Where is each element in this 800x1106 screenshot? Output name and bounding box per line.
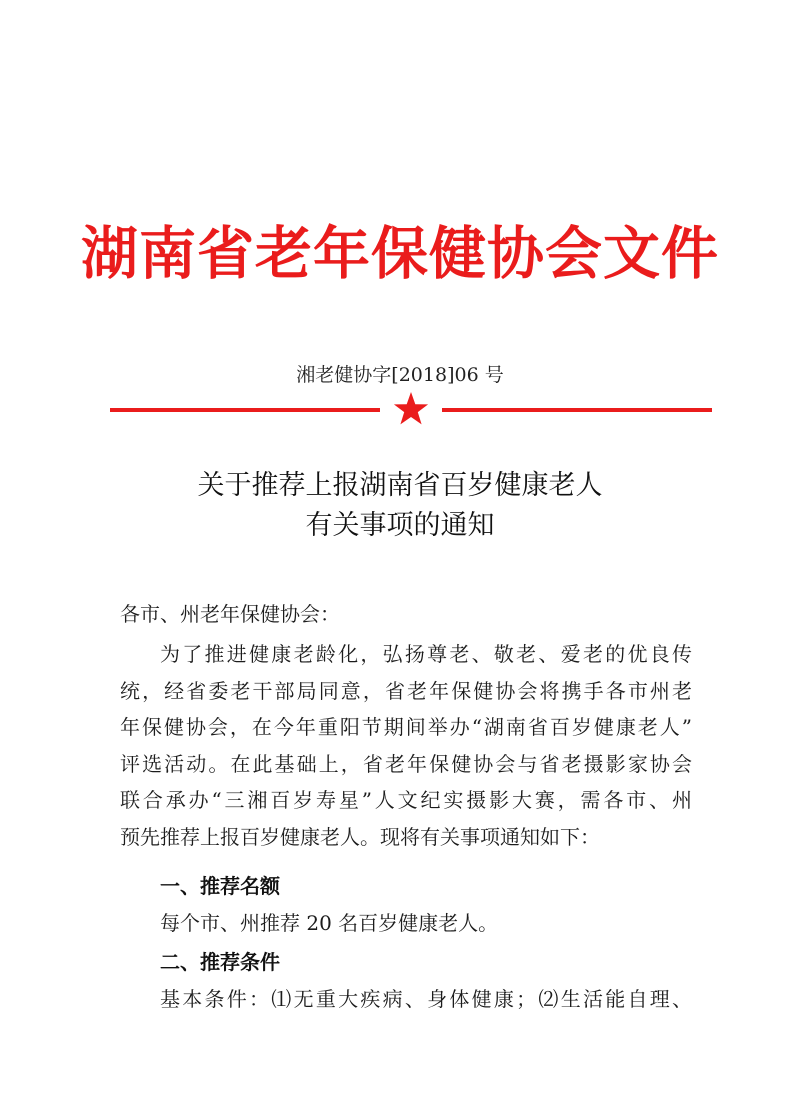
document-number: 湘老健协字[2018]06 号 — [296, 364, 504, 386]
red-star-icon — [393, 391, 429, 427]
paragraph-line: 为了推进健康老龄化，弘扬尊老、敬老、爱老的优良传 — [160, 642, 692, 666]
paragraph-line: 统，经省委老干部局同意，省老年保健协会将携手各市州老 — [120, 678, 692, 703]
paragraph-line: 预先推荐上报百岁健康老人。现将有关事项通知如下： — [120, 824, 600, 849]
notice-title-line-2: 有关事项的通知 — [305, 510, 495, 541]
separator-line-right — [442, 408, 712, 412]
paragraph-line: 联合承办“三湘百岁寿星”人文纪实摄影大赛，需各市、州 — [120, 788, 692, 813]
paragraph-line: 评选活动。在此基础上，省老年保健协会与省老摄影家协会 — [120, 751, 692, 776]
notice-title — [0, 466, 800, 546]
section-text-conditions: 基本条件：⑴无重大疾病、身体健康；⑵生活能自理、 — [160, 987, 692, 1011]
notice-title-line-1: 关于推荐上报湖南省百岁健康老人 — [197, 470, 603, 501]
salutation: 各市、州老年保健协会： — [120, 602, 340, 626]
intro-paragraph — [120, 636, 692, 856]
red-separator-rule — [110, 391, 712, 431]
section-heading-conditions: 二、推荐条件 — [160, 950, 280, 974]
separator-line-left — [110, 408, 380, 412]
issuer-header-title: 湖南省老年保健协会文件 — [81, 221, 719, 287]
section-heading-quota: 一、推荐名额 — [160, 874, 280, 898]
section-text-quota: 每个市、州推荐 20 名百岁健康老人。 — [160, 911, 499, 935]
paragraph-line: 年保健协会，在今年重阳节期间举办“湖南省百岁健康老人” — [120, 715, 692, 740]
